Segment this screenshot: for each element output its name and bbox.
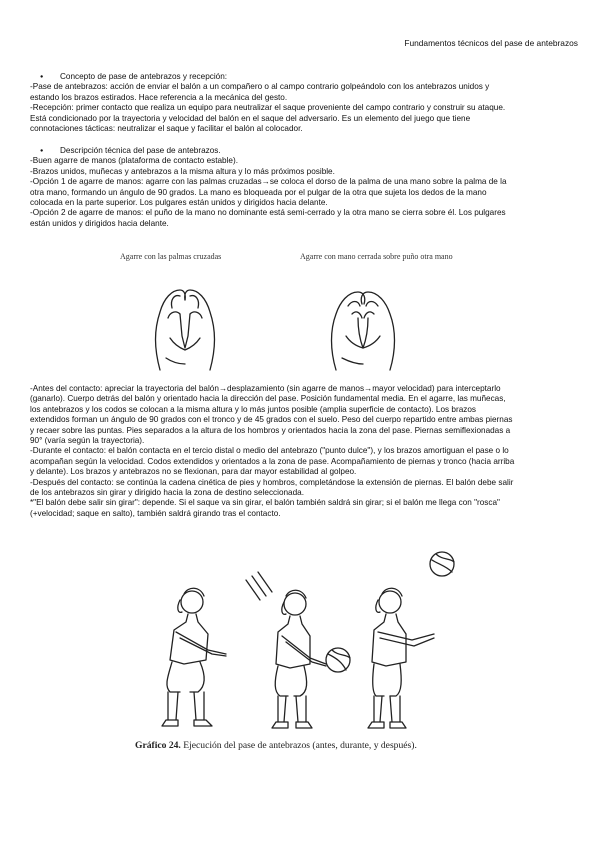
text-line: y recaer sobre las puntas. Pies separados a la altura de los hombros y orientados hacia la zona del pase. Piernas semiflexionadas a xyxy=(30,425,511,435)
player-during-contact xyxy=(272,590,326,728)
text-line: de los antebrazos sin girar y dirigido hacia la zona de destino seleccionada. xyxy=(30,488,304,498)
text-line: -Recepción: primer contacto que realiza un equipo para neutralizar el saque proveniente del campo contrario y construir su ataque. xyxy=(30,103,506,113)
text-line: los antebrazos y los codos se colocan a la misma altura y lo más juntos posible (amplia superficie de contacto). Los brazos xyxy=(30,404,476,414)
text-line: (ganarlo). Cuerpo detrás del balón y orientado hacia la dirección del pase. Posición fundamental media. En el agarre, las muñecas, xyxy=(30,394,506,404)
text-line: -Brazos unidos, muñecas y antebrazos a la misma altura y lo más próximos posible. xyxy=(30,166,335,176)
figure-caption-text: Ejecución del pase de antebrazos (antes, durante, y después). xyxy=(183,740,417,751)
text-line: -Antes del contacto: apreciar la trayectoria del balón→desplazamiento (sin agarre de manos→mayor velocidad) para interceptarlo xyxy=(30,384,501,393)
text-line: extendidos forman un ángulo de 90 grados con el tronco y de 45 grados con el suelo. Peso del cuerpo repartido entre ambas piernas xyxy=(30,415,513,425)
text-line: están unidos y dirigidos hacia delante. xyxy=(30,218,169,228)
text-line: otra mano, formando un ángulo de 90 grados. La mano es bloqueada por el pulgar de la otra que sujeta los dedos de la mano xyxy=(30,187,487,197)
player-before-contact xyxy=(162,588,226,726)
ball-during-contact xyxy=(326,648,350,672)
text-line: connotaciones tácticas: neutralizar el saque y facilitar el balón al colocador. xyxy=(30,124,303,134)
text-line: y delante). Los brazos y antebrazos no se flexionan, para dar mayor estabilidad al golpeo. xyxy=(30,467,357,477)
text-line: -Opción 1 de agarre de manos: agarre con las palmas cruzadas→se coloca el dorso de la palma de una mano sobre la palma de la xyxy=(30,177,507,187)
text-line: colocada en la parte superior. Los pulgares están unidos y dirigidos hacia delante. xyxy=(30,198,328,208)
forearm-pass-sequence-illustration xyxy=(150,542,470,734)
crossed-palms-grip-illustration xyxy=(140,278,230,374)
text-line: Está condicionado por la trayectoria y velocidad del balón en el saque del adversario. Es un elemento del juego que tiene xyxy=(30,113,471,123)
ball-after-contact xyxy=(430,552,454,576)
figure-number: Gráfico 24. xyxy=(135,740,181,751)
text-line: -Después del contacto: se continúa la cadena cinética de pies y hombros, completándose la extensión de piernas. El balón debe salir xyxy=(30,477,514,487)
grip-label-crossed-palms: Agarre con las palmas cruzadas xyxy=(120,252,222,261)
technique-heading: ● Descripción técnica del pase de antebrazos. xyxy=(30,146,575,156)
text-line: 90° (varía según la trayectoria). xyxy=(30,436,145,446)
phases-section xyxy=(30,384,575,519)
text-line: (+velocidad; saque en salto), también saldrá girando tras el contacto. xyxy=(30,508,281,518)
text-line: -Pase de antebrazos: acción de enviar el balón a un compañero o al campo contrario golpeándolo con los antebrazos unidos y xyxy=(30,82,490,92)
grip-label-closed-fist: Agarre con mano cerrada sobre puño otra mano xyxy=(300,252,453,261)
closed-fist-grip-illustration xyxy=(318,278,408,374)
concept-section xyxy=(30,72,575,134)
player-after-contact xyxy=(368,588,434,728)
figure-caption xyxy=(135,740,417,751)
text-line: *"El balón debe salir sin girar": depende. Si el saque va sin girar, el balón también saldrá sin girar; si el balón me llega con "rosca" xyxy=(30,498,500,508)
concept-heading: ● Concepto de pase de antebrazos y recepción: xyxy=(30,72,575,82)
text-line: acompañan según la velocidad. Codos extendidos y orientados a la zona de pase. Acompañamiento de piernas y tronco (hacia arriba xyxy=(30,456,515,466)
text-line: estando los brazos estirados. Hace referencia a la mecánica del gesto. xyxy=(30,92,288,102)
technique-section xyxy=(30,146,575,229)
text-line: -Durante el contacto: el balón contacta en el tercio distal o medio del antebrazo ("punto dulce"), y los brazos amortiguan el pase o lo xyxy=(30,446,509,456)
text-line: -Opción 2 de agarre de manos: el puño de la mano no dominante está semi-cerrado y la otra mano se cierra sobre él. Los pulgares xyxy=(30,208,506,218)
page-header: Fundamentos técnicos del pase de antebrazos xyxy=(404,38,578,48)
text-line: -Buen agarre de manos (plataforma de contacto estable). xyxy=(30,156,238,166)
